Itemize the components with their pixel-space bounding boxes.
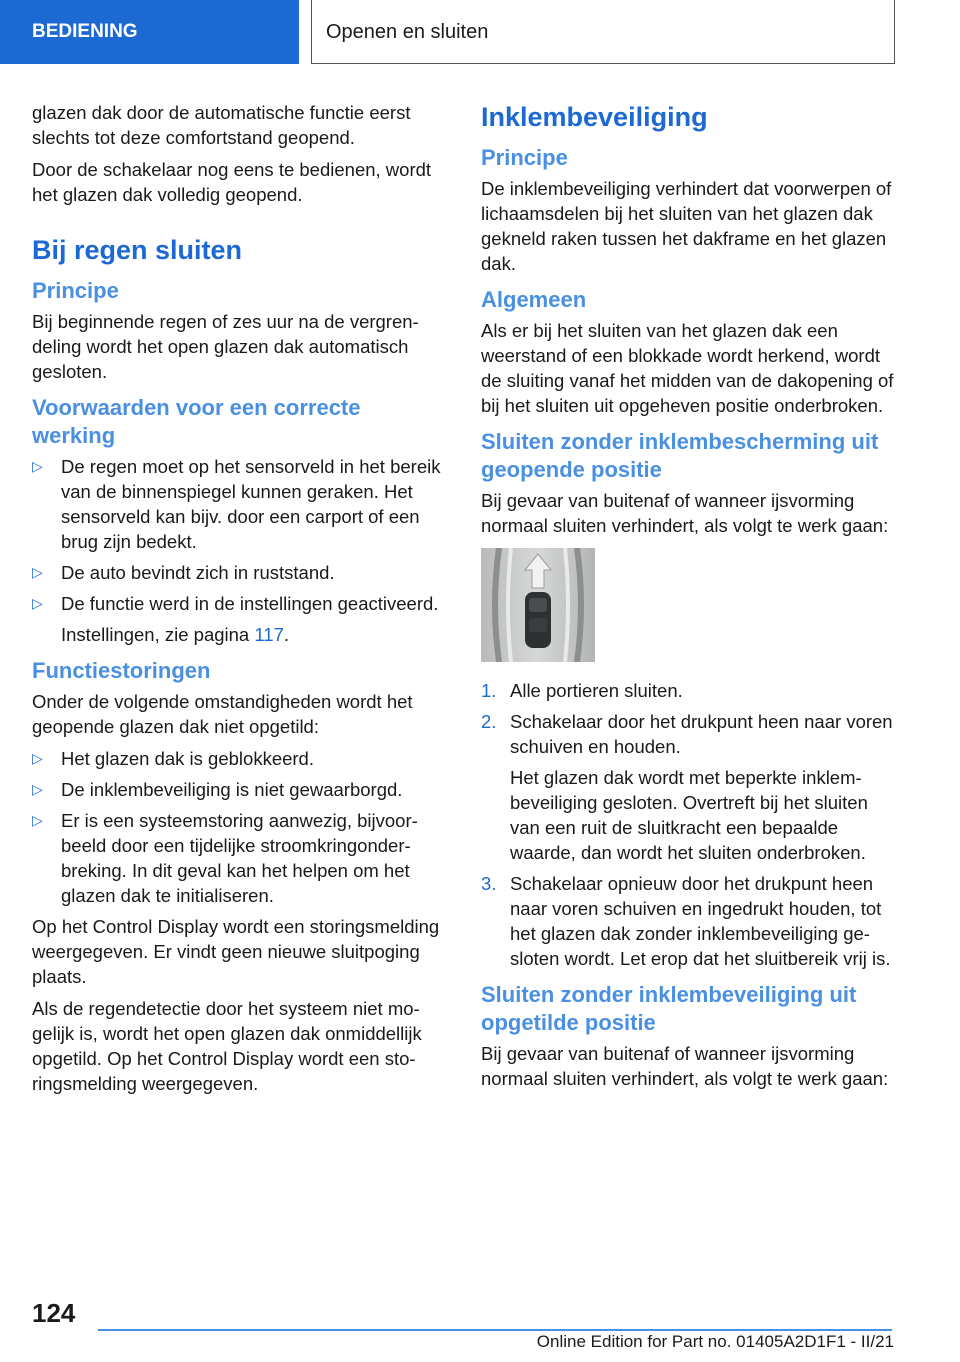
page-number: 124 — [32, 1298, 76, 1328]
heading-principe-pinch: Principe — [481, 145, 568, 170]
conditions-list — [32, 454, 446, 647]
roof-switch-image — [481, 548, 595, 662]
list-item: ▷ Het glazen dak is geblokkeerd. — [32, 748, 314, 769]
edition-note: Online Edition for Part no. 01405A2D1F1 - II/21 — [536, 1332, 894, 1351]
paragraph-principe-pinch: De inklembeveiliging verhindert dat voorwerpen of lichaamsdelen bij het sluiten van het glazen dak gekneld raken tussen het dakframe en het glazen dak. — [481, 178, 892, 274]
list-item: ▷ De regen moet op het sensorveld in het bereik van de binnenspiegel kunnen geraken. Het sensorveld kan bijv. door een carport of een brug zijn bedekt. — [32, 456, 441, 552]
list-item: 3. Schakelaar opnieuw door het drukpunt heen naar voren schuiven en ingedrukt houden, tot het glazen dak zonder inklembeveiliging gesloten wordt. Let erop dat het sluitbereik vrij is. — [481, 873, 891, 969]
list-item: ▷ De functie werd in de instellingen geactiveerd. Instellingen, zie pagina 117. — [32, 591, 446, 647]
paragraph-close-from-open: Bij gevaar van buitenaf of wanneer ijsvorming normaal sluiten verhindert, als volgt te werk gaan: — [481, 490, 889, 536]
list-item: ▷ Er is een systeemstoring aanwezig, bijvoorbeeld door een tijdelijke stroomkringonderbreking. In dit geval kan het helpen om het glazen dak te initialiseren. — [32, 810, 418, 906]
roof-switch-illustration — [481, 548, 595, 662]
list-item: 2. Schakelaar door het drukpunt heen naar voren schuiven en houden. Het glazen dak wordt met beperkte inklembeveiliging gesloten. Overtreft bij het sluiten van een ruit de sluitkracht een bepaalde waarde, dan wordt het sluiten onderbroken. — [481, 711, 893, 863]
paragraph-comfort: glazen dak door de automatische functie eerst slechts tot deze comfortstand geopend. — [32, 102, 411, 148]
paragraph-general: Als er bij het sluiten van het glazen dak een weerstand of een blokkade wordt herkend, wordt de sluiting vanaf het midden van de dakopening of bij het sluiten uit opgeheven positie onderbroken. — [481, 320, 894, 416]
heading-rain-close: Bij regen sluiten — [32, 235, 243, 265]
section-tab: BEDIENING — [0, 0, 299, 64]
heading-conditions: Voorwaarden voor een correcte werking — [32, 395, 361, 448]
heading-principe-rain: Principe — [32, 278, 119, 303]
heading-malfunctions: Functiestoringen — [32, 658, 211, 683]
paragraph-control-display: Op het Control Display wordt een storingsmelding weergegeven. Er vindt geen nieuwe sluitpoging plaats. — [32, 916, 440, 987]
list-item: ▷ De auto bevindt zich in ruststand. — [32, 562, 335, 583]
triangle-bullet-icon: ▷ — [32, 781, 43, 797]
page-link-117[interactable]: 117 — [254, 624, 284, 645]
list-item: ▷ De inklembeveiliging is niet gewaarborgd. — [32, 779, 403, 800]
heading-close-from-open: Sluiten zonder inklembescherming uit geopende positie — [481, 429, 879, 482]
heading-pinch-protection: Inklembeveiliging — [481, 102, 708, 132]
triangle-bullet-icon: ▷ — [32, 564, 43, 580]
paragraph-malfunctions-intro: Onder de volgende omstandigheden wordt het geopende glazen dak niet opgetild: — [32, 691, 413, 737]
triangle-bullet-icon: ▷ — [32, 812, 43, 828]
paragraph-close-from-lifted: Bij gevaar van buitenaf of wanneer ijsvorming normaal sluiten verhindert, als volgt te werk gaan: — [481, 1043, 889, 1089]
triangle-bullet-icon: ▷ — [32, 458, 43, 474]
paragraph-principe-rain: Bij beginnende regen of zes uur na de vergrendeling wordt het open glazen dak automatisch gesloten. — [32, 311, 419, 382]
list-item: 1. Alle portieren sluiten. — [481, 680, 683, 701]
heading-general: Algemeen — [481, 287, 587, 312]
right-column — [481, 100, 897, 1098]
paragraph-fully-open: Door de schakelaar nog eens te bedienen, wordt het glazen dak volledig geopend. — [32, 159, 432, 205]
settings-reference: Instellingen, zie pagina 117. — [61, 624, 289, 645]
heading-close-from-lifted: Sluiten zonder inklembeveiliging uit opgetilde positie — [481, 982, 857, 1035]
left-column — [32, 100, 446, 1103]
paragraph-rain-detection: Als de regendetectie door het systeem niet mogelijk is, wordt het open glazen dak onmiddellijk opgetild. Op het Control Display wordt een storingsmelding weergegeven. — [32, 998, 422, 1094]
chapter-title: Openen en sluiten — [311, 0, 895, 64]
footer-divider — [98, 1329, 892, 1331]
malfunctions-list — [32, 746, 446, 908]
triangle-bullet-icon: ▷ — [32, 595, 43, 611]
steps-list — [481, 678, 897, 971]
triangle-bullet-icon: ▷ — [32, 750, 43, 766]
